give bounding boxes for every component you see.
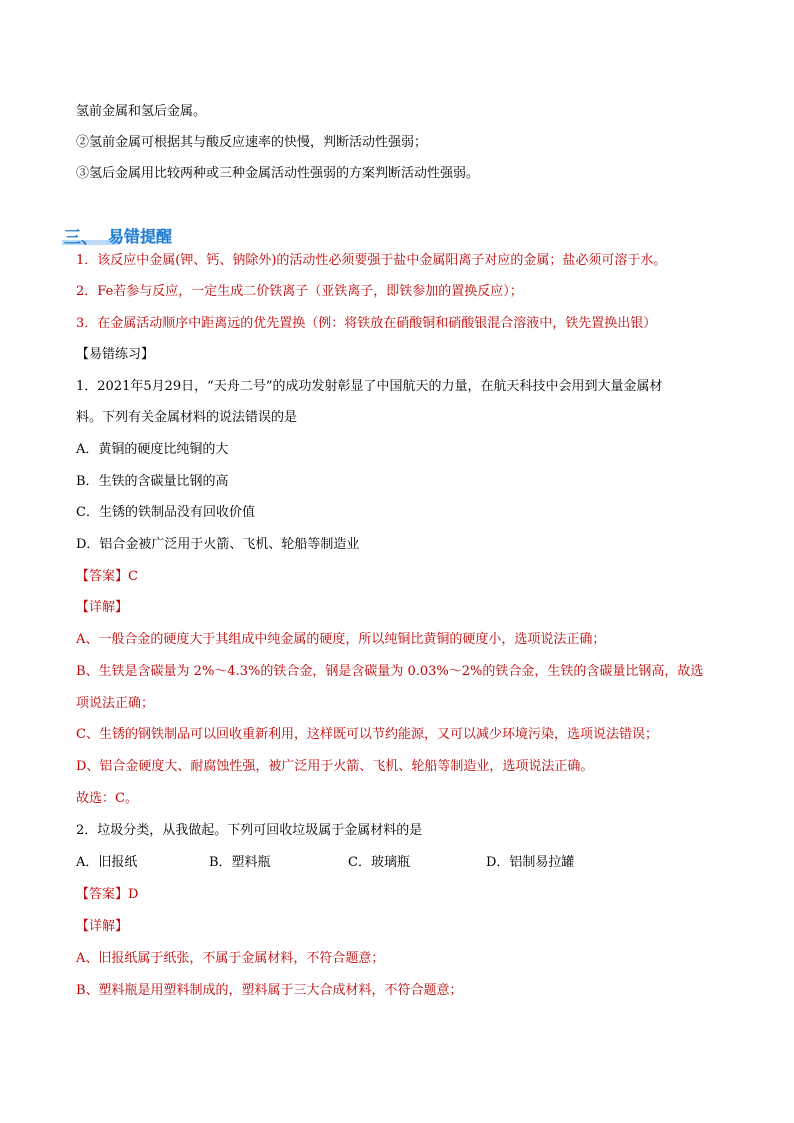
q1-detail-b: B、生铁是含碳量为 2%～4.3%的铁合金，钢是含碳量为 0.03%～2%的铁合金，生铁的含碳量比钢高，故选 [76,664,704,679]
q1-option-d: D．铝合金被广泛用于火箭、飞机、轮船等制造业 [76,537,360,552]
intro-line-2: ②氢前金属可根据其与酸反应速率的快慢，判断活动性强弱； [76,135,428,150]
reminder-2: 2．Fe若参与反应，一定生成二价铁离子（亚铁离子，即铁参加的置换反应）； [76,284,523,299]
reminder-1: 1．该反应中金属(钾、钙、钠除外)的活动性必须要强于盐中金属阳离子对应的金属；盐必须可溶于水。 [76,253,667,268]
section-number: 三、 [64,227,98,248]
section-title: 易错提醒 [108,226,173,246]
q1-option-c: C．生锈的铁制品没有回收价值 [76,505,255,520]
q1-detail-c: C、生锈的钢铁制品可以回收重新利用，这样既可以节约能源，又可以减少环境污染，选项说法错误； [76,727,658,742]
q1-option-b: B．生铁的含碳量比钢的高 [76,474,229,489]
q1-conclusion: 故选：C。 [76,791,138,806]
q2-option-b: B．塑料瓶 [209,855,271,870]
q1-detail-a: A、一般合金的硬度大于其组成中纯金属的硬度，所以纯铜比黄铜的硬度小，选项说法正确； [76,632,606,647]
q2-detail-a: A、旧报纸属于纸张，不属于金属材料，不符合题意； [76,951,385,966]
q2-detail-b: B、塑料瓶是用塑料制成的，塑料属于三大合成材料，不符合题意； [76,983,463,998]
q1-detail-header: 【详解】 [76,600,129,615]
q2-option-d: D．铝制易拉罐 [486,855,575,870]
q2-detail-header: 【详解】 [76,919,129,934]
q2-answer: 【答案】D [76,887,139,902]
section-heading [64,224,172,246]
q1-detail-b-cont: 项说法正确； [76,696,155,711]
intro-line-1: 氢前金属和氢后金属。 [76,104,207,119]
q2-option-c: C．玻璃瓶 [348,855,410,870]
q1-option-a: A．黄铜的硬度比纯铜的大 [76,442,229,457]
intro-line-3: ③氢后金属用比较两种或三种金属活动性强弱的方案判断活动性强弱。 [76,166,480,181]
practice-header: 【易错练习】 [76,347,155,362]
q2-option-a: A．旧报纸 [76,855,138,870]
reminder-3: 3．在金属活动顺序中距离远的优先置换（例：将铁放在硝酸铜和硝酸银混合溶液中，铁先置换出银） [76,316,657,331]
q1-answer: 【答案】C [76,569,138,584]
q1-stem-line-1: 1．2021年5月29日，“天舟二号”的成功发射彰显了中国航天的力量，在航天科技中会用到大量金属材 [76,379,663,394]
q2-stem: 2．垃圾分类，从我做起。下列可回收垃圾属于金属材料的是 [76,823,423,838]
q1-detail-d: D、铝合金硬度大、耐腐蚀性强，被广泛用于火箭、飞机、轮船等制造业，选项说法正确。 [76,759,594,774]
q1-stem-line-2: 料。下列有关金属材料的说法错误的是 [76,410,298,425]
